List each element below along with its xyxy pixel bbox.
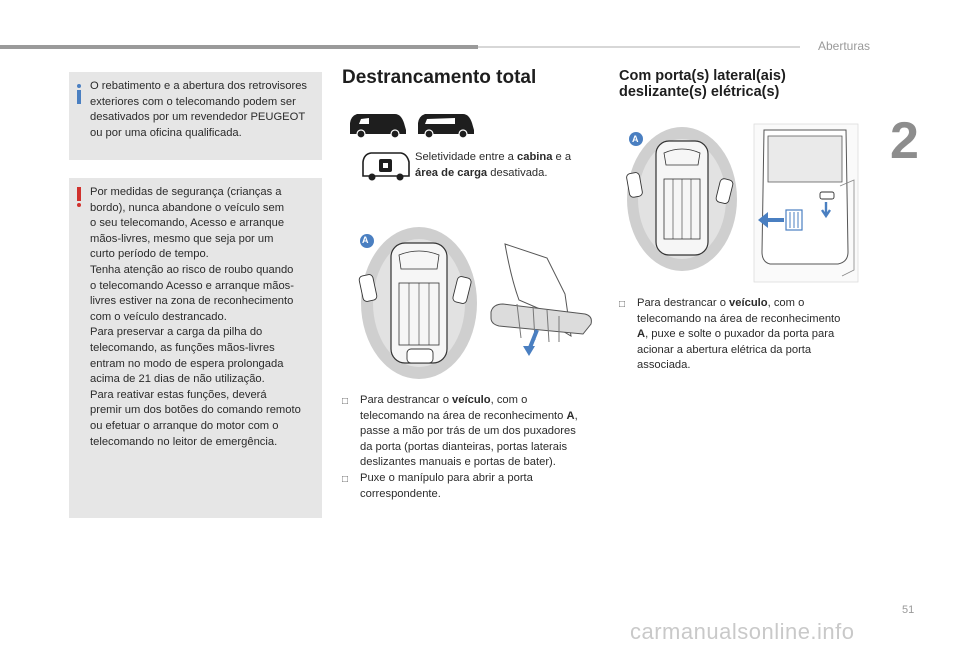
van-silhouettes-figure [347,110,477,140]
checkbox-bullet-icon: □ [619,299,626,310]
header-rule-light [478,46,800,48]
list-item: □ Puxe o manípulo para abrir a porta correspondente. [342,471,602,502]
page-number: 51 [902,604,915,616]
warning-text: Por medidas de segurança (crianças a bordo), nunca abandone o veículo sem o seu telecomando, Acesso e arranque mãos-livres, mesmo que seja por um curto período de tempo. Tenha atenção ao risco de roubo quando o telecomando Acesso e arranque mãos- livres estiver na zona de reconhecimento com o veículo destrancado. Para preservar a carga da pilha do telecomando, as funções mãos-livres entram no modo de espera prolongada acima de 21 dias de não utilização. Para reativar estas funções, deverá premir um dos botões do comando remoto ou efetuar o arranque do motor com o telecomando no leitor de emergência. [90,186,301,448]
recognition-zone-figure [355,225,480,385]
info-icon [77,84,81,104]
middle-instructions [342,393,602,502]
right-instructions [619,296,864,374]
section-title-electric-door: Com porta(s) lateral(ais) deslizante(s) elétrica(s) [619,68,786,100]
van-lock-icon [361,150,411,182]
van-icon-load [418,114,474,138]
info-text: O rebatimento e a abertura dos retrovisores exteriores com o telecomando podem ser desativados por um revendedor PEUGEOT ou por uma oficina qualificada. [90,80,308,139]
watermark: carmanualsonline.info [630,619,855,644]
list-item: □ Para destrancar o veículo, com o telecomando na área de reconhecimento A, puxe e solte o puxador da porta para acionar a abertura elétrica da porta associada. [619,296,864,374]
section-label: Aberturas [818,39,871,53]
list-item: □ Para destrancar o veículo, com o telecomando na área de reconhecimento A, passe a mão por trás de um dos puxadores da porta (portas dianteiras, portas laterais deslizantes manuais e portas de bater). [342,393,602,471]
warning-icon [77,187,81,207]
recognition-zone-figure-right [622,125,740,275]
zone-label-right: A [632,134,639,144]
van-icon-cab [350,114,406,138]
hand-on-handle-figure [487,238,597,363]
selectivity-text: Seletividade entre a cabina e a área de carga desativada. [415,151,572,179]
warning-box [69,178,322,518]
zone-label-middle: A [362,235,369,245]
info-box [69,72,322,160]
checkbox-bullet-icon: □ [342,473,349,485]
checkbox-bullet-icon: □ [342,396,349,407]
section-title-total-unlock: Destrancamento total [342,67,537,88]
header-rule [0,45,478,49]
sliding-door-figure [750,120,862,285]
chapter-number: 2 [890,112,919,170]
